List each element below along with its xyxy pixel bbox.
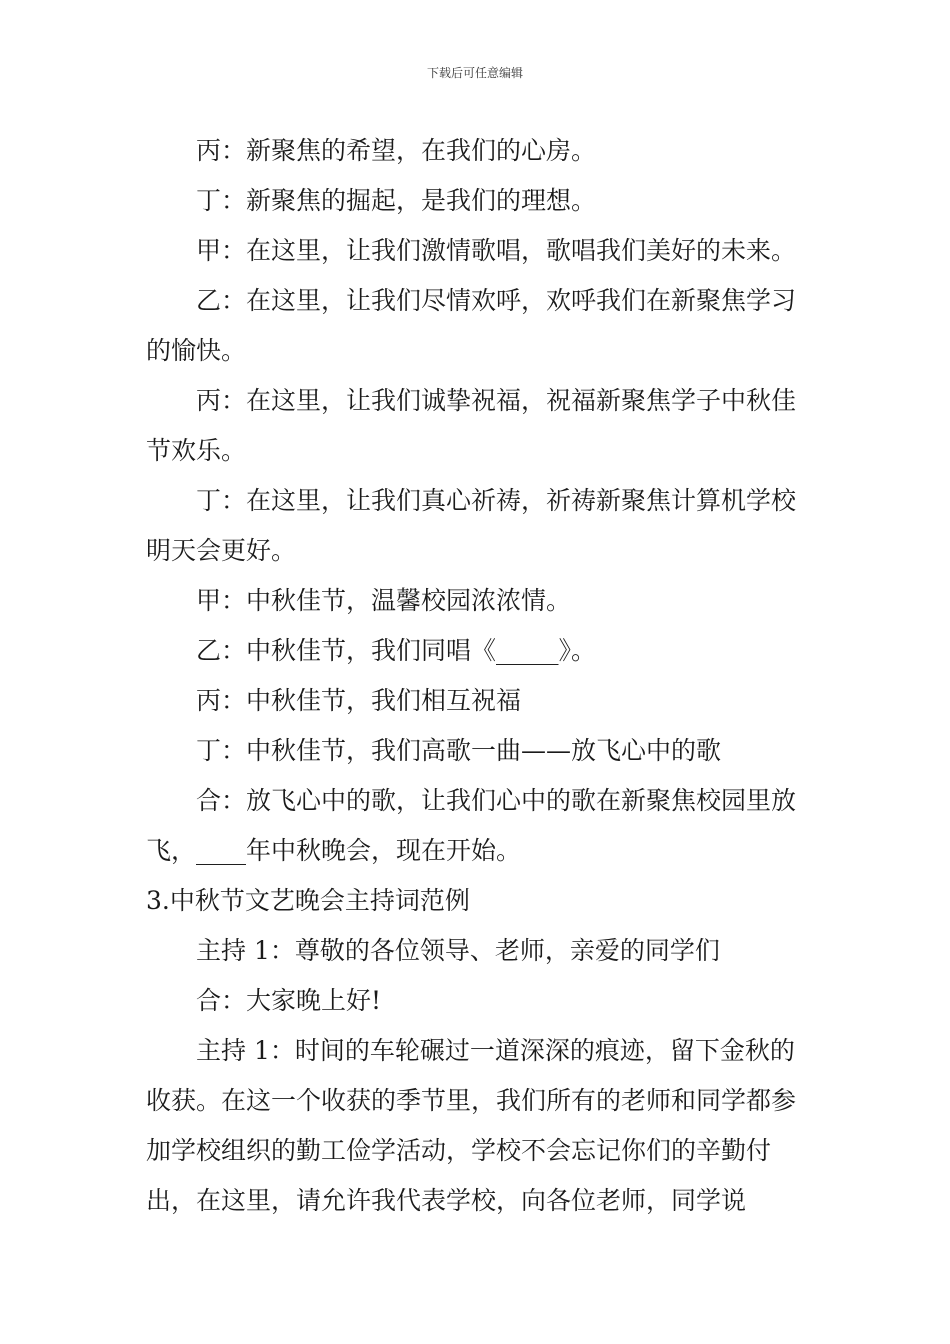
paragraph: 丙：中秋佳节，我们相互祝福 [196, 686, 522, 715]
paragraph: 合：放飞心中的歌，让我们心中的歌在新聚焦校园里放飞，____年中秋晚会，现在开始。 [146, 786, 797, 865]
paragraph: 丙：新聚焦的希望，在我们的心房。 [196, 136, 597, 165]
paragraph: 甲：在这里，让我们激情歌唱，歌唱我们美好的未来。 [196, 236, 797, 265]
paragraph: 乙：在这里，让我们尽情欢呼，欢呼我们在新聚焦学习的愉快。 [146, 286, 797, 365]
paragraph: 丁：新聚焦的掘起，是我们的理想。 [196, 186, 597, 215]
paragraph: 合：大家晚上好! [196, 986, 382, 1015]
paragraph: 丙：在这里，让我们诚挚祝福，祝福新聚焦学子中秋佳节欢乐。 [146, 386, 797, 465]
paragraph: 乙：中秋佳节，我们同唱《_____》。 [196, 636, 597, 665]
paragraph: 丁：中秋佳节，我们高歌一曲——放飞心中的歌 [196, 736, 722, 765]
paragraph: 主持 1：时间的车轮碾过一道深深的痕迹，留下金秋的收获。在这一个收获的季节里，我们所有的老师和同学都参加学校组织的勤工俭学活动，学校不会忘记你们的辛勤付出，在这里，请允许我代表学校，向各位老师，同学说 [146, 1036, 797, 1215]
paragraph: 主持 1：尊敬的各位领导、老师，亲爱的同学们 [196, 936, 720, 965]
document-body [146, 126, 810, 1226]
paragraph: 甲：中秋佳节，温馨校园浓浓情。 [196, 586, 572, 615]
section-heading: 3.中秋节文艺晚会主持词范例 [146, 886, 470, 915]
paragraph: 丁：在这里，让我们真心祈祷，祈祷新聚焦计算机学校明天会更好。 [146, 486, 797, 565]
page-header-note: 下载后可任意编辑 [426, 66, 523, 80]
